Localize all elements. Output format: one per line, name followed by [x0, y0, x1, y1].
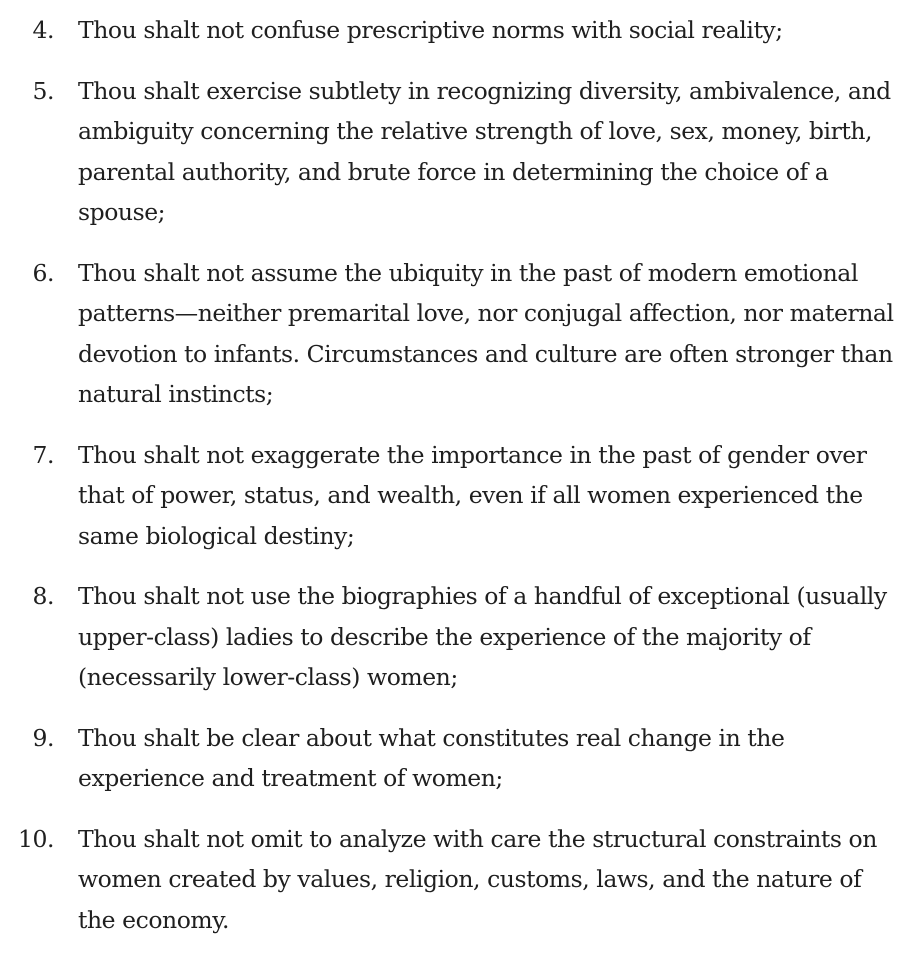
- list-item-text: Thou shalt not use the biographies of a handful of exceptional (usually upper-class) ladies to describe the experience of the majority of (necessarily lower-class) women;: [78, 582, 887, 691]
- list-item-number: 8.: [32, 582, 54, 610]
- numbered-list: [0, 10, 900, 960]
- list-item: [0, 718, 900, 799]
- list-item: [0, 576, 900, 698]
- list-item-text: Thou shalt not assume the ubiquity in the past of modern emotional patterns—neither premarital love, nor conjugal affection, nor maternal devotion to infants. Circumstances and culture are often stronger than natural instincts;: [78, 258, 894, 408]
- list-item-text: Thou shalt be clear about what constitutes real change in the experience and treatment of women;: [78, 723, 785, 792]
- list-item: [0, 71, 900, 233]
- list-item-text: Thou shalt not exaggerate the importance in the past of gender over that of power, status, and wealth, even if all women experienced the same biological destiny;: [78, 440, 867, 550]
- list-item-text: Thou shalt exercise subtlety in recognizing diversity, ambivalence, and ambiguity concerning the relative strength of love, sex, money, birth, parental authority, and brute force in determining the choice of a spouse;: [78, 76, 891, 226]
- list-item-text: Thou shalt not omit to analyze with care the structural constraints on women created by values, religion, customs, laws, and the nature of the economy.: [78, 824, 877, 934]
- list-item-text: Thou shalt not confuse prescriptive norms with social reality;: [78, 16, 783, 44]
- list-item-number: 6.: [32, 258, 54, 287]
- list-item: [0, 253, 900, 415]
- list-item-number: 7.: [32, 440, 54, 469]
- list-item-number: 5.: [32, 76, 54, 105]
- list-item-number: 9.: [32, 723, 54, 752]
- list-item-number: 10.: [17, 824, 54, 853]
- list-item: [0, 819, 900, 941]
- list-item-number: 4.: [32, 16, 54, 44]
- list-item: [0, 10, 900, 51]
- list-item: [0, 435, 900, 557]
